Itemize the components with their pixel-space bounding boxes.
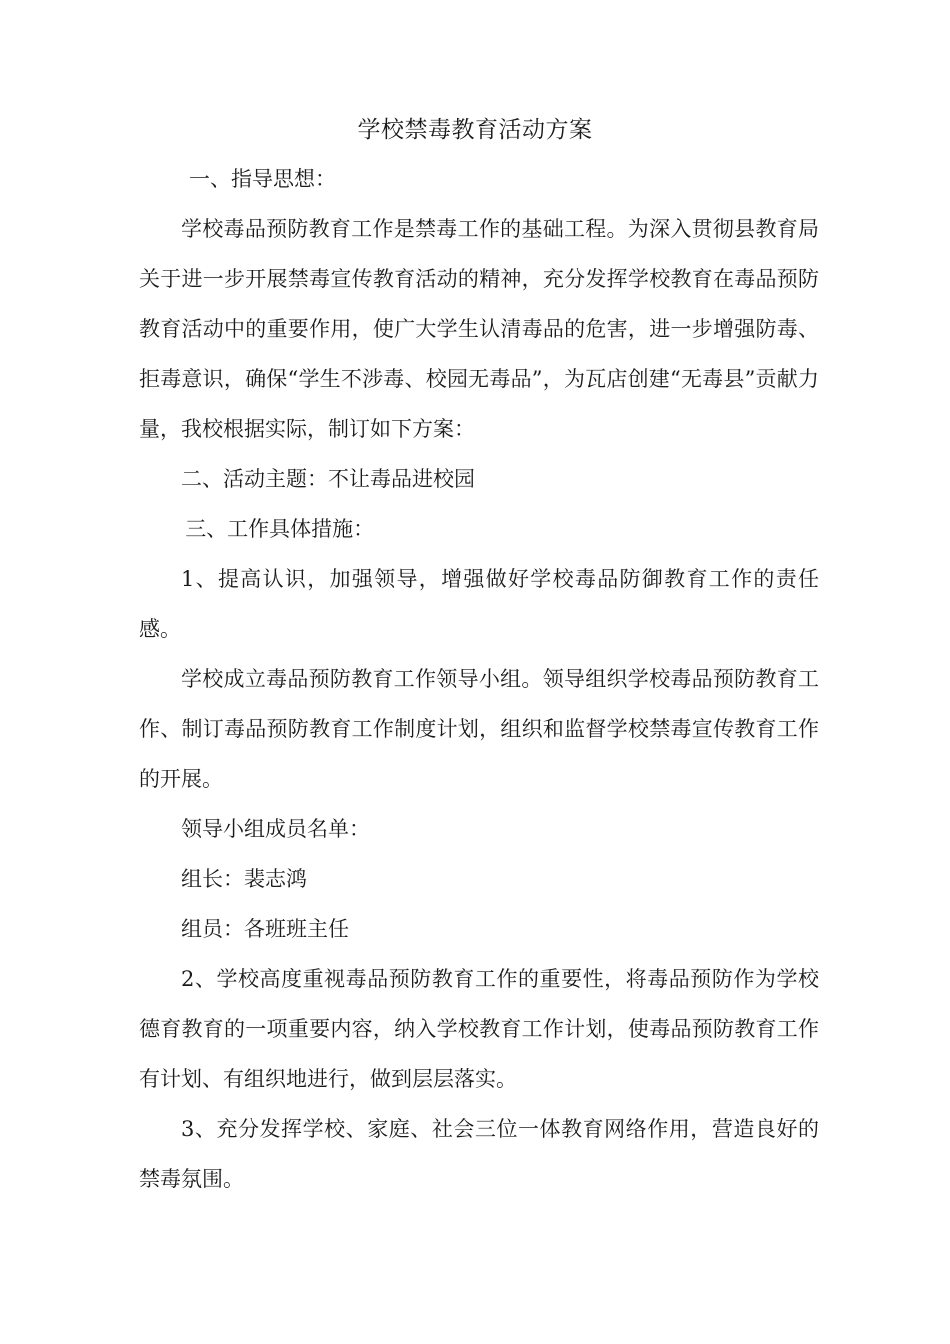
document-title: 学校禁毒教育活动方案	[357, 117, 593, 143]
section-heading-guiding: 一、指导思想：	[189, 167, 336, 191]
list-item-measure-1: 1、提高认识，加强领导，增强做好学校毒品防御教育工作的责任感。	[139, 567, 819, 641]
paragraph-members-label: 领导小组成员名单：	[181, 817, 370, 841]
paragraph-guiding-thought: 学校毒品预防教育工作是禁毒工作的基础工程。为深入贯彻县教育局关于进一步开展禁毒宣传教育活动的精神，充分发挥学校教育在毒品预防教育活动中的重要作用，使广大学生认清毒品的危害，进一步增强防毒、拒毒意识，确保“学生不涉毒、校园无毒品”，为瓦店创建“无毒县”贡献力量，我校根据实际，制订如下方案：	[139, 217, 819, 441]
section-heading-theme: 二、活动主题：不让毒品进校园	[181, 467, 475, 491]
paragraph-leading-group: 学校成立毒品预防教育工作领导小组。领导组织学校毒品预防教育工作、制订毒品预防教育工作制度计划，组织和监督学校禁毒宣传教育工作的开展。	[139, 667, 819, 791]
paragraph-group-leader: 组长：裴志鸿	[181, 867, 307, 891]
paragraph-group-members: 组员：各班班主任	[181, 917, 349, 941]
list-item-measure-3: 3、充分发挥学校、家庭、社会三位一体教育网络作用，营造良好的禁毒氛围。	[139, 1117, 819, 1191]
list-item-measure-2: 2、学校高度重视毒品预防教育工作的重要性，将毒品预防作为学校德育教育的一项重要内容，纳入学校教育工作计划，使毒品预防教育工作有计划、有组织地进行，做到层层落实。	[139, 967, 819, 1091]
document-body	[139, 204, 819, 1204]
section-heading-measures: 三、工作具体措施：	[185, 517, 375, 541]
